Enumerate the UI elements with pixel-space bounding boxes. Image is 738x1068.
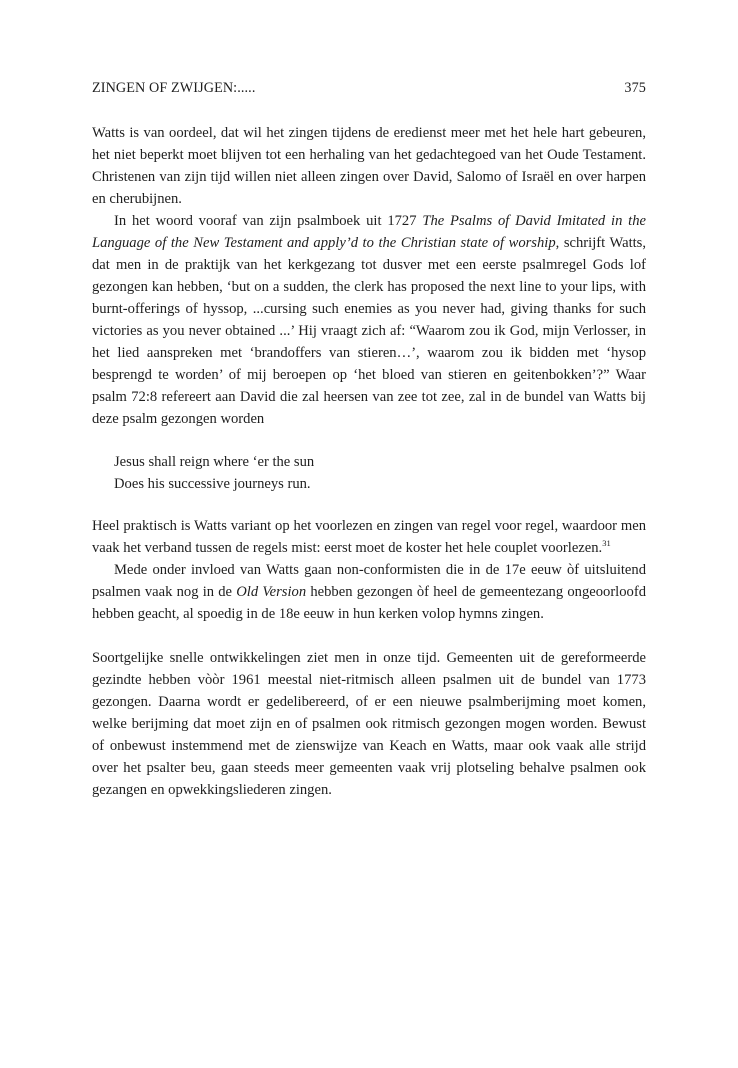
old-version-title: Old Version [236, 584, 307, 600]
paragraph-5: Soortgelijke snelle ontwikkelingen ziet men in onze tijd. Gemeenten uit de gereformeerde gezindte hebben vòòr 1961 meestal niet-ritmisch alleen psalmen uit de bundel van 1773 gezongen. Daarna wordt er gedelibereerd, of er een nieuwe psalmberijming moet komen, welke berijming dat moet zijn en of psalmen ook ritmisch gezongen mogen worden. Bewust of onbewust instemmend met de zienswijze van Keach en Watts, maar ook vaak alle strijd over het psalter beu, gaan steeds meer gemeenten vaak vrij plotseling behalve psalmen ook gezangen en opwekkingsliederen zingen. [92, 650, 646, 798]
page [92, 78, 646, 801]
verse-quote [114, 451, 646, 495]
section-gap [92, 625, 646, 647]
book-title: The Psalms of David Imitated in the Language of the New Testament and apply’d to the Christian state of worship [92, 213, 646, 251]
paragraph-2 [92, 210, 646, 430]
running-header [92, 78, 646, 98]
running-title: ZINGEN OF ZWIJGEN:..... [92, 80, 256, 96]
verse-line-2: Does his successive journeys run. [114, 476, 311, 492]
verse-line-1: Jesus shall reign where ‘er the sun [114, 454, 315, 470]
paragraph-4-part-b: hebben gezongen òf heel de gemeentezang ongeoorloofd hebben geacht, al spoedig in de 18e eeuw in hun kerken volop hymns zingen. [92, 584, 646, 622]
paragraph-3 [92, 515, 646, 559]
page-number: 375 [624, 80, 646, 96]
paragraph-3-text: Heel praktisch is Watts variant op het voorlezen en zingen van regel voor regel, waardoor men vaak het verband tussen de regels mist: eerst moet de koster het hele couplet voorlezen. [92, 518, 646, 556]
body-text [92, 122, 646, 801]
paragraph-1: Watts is van oordeel, dat wil het zingen tijdens de eredienst meer met het hele hart gebeuren, het niet beperkt moet blijven tot een herhaling van het gedachtegoed van het Oude Testament. Christenen van zijn tijd willen niet alleen zingen over David, Salomo of Israël en over harpen en cherubijnen. [92, 125, 646, 207]
paragraph-4-part-a: Mede onder invloed van Watts gaan non-conformisten die in de 17e eeuw òf uitsluitend psalmen vaak nog in de [92, 562, 646, 600]
paragraph-4 [92, 559, 646, 625]
footnote-marker: 31 [602, 538, 611, 548]
paragraph-2-part-b: , schrijft Watts, dat men in de praktijk van het kerkgezang tot dusver met een eerste psalmregel Gods lof gezongen kan hebben, ‘but on a sudden, the clerk has proposed the next line to your lips, with burnt-offerings of hyssop, ...cursing such enemies as you never had, giving thanks for such victories as you never obtained ...’ Hij vraagt zich af: “Waarom zou ik God, mijn Verlosser, in het lied aanspreken met ‘brandoffers van stieren…’, waarom zou ik bidden met ‘hysop besprengd te worden’ of mij beroepen op ‘het bloed van stieren en geitenbokken’?” Waar psalm 72:8 refereert aan David die zal heersen van zee tot zee, zal in de bundel van Watts bij deze psalm gezongen worden [92, 235, 647, 427]
paragraph-2-part-a: In het woord vooraf van zijn psalmboek uit 1727 [114, 213, 423, 229]
